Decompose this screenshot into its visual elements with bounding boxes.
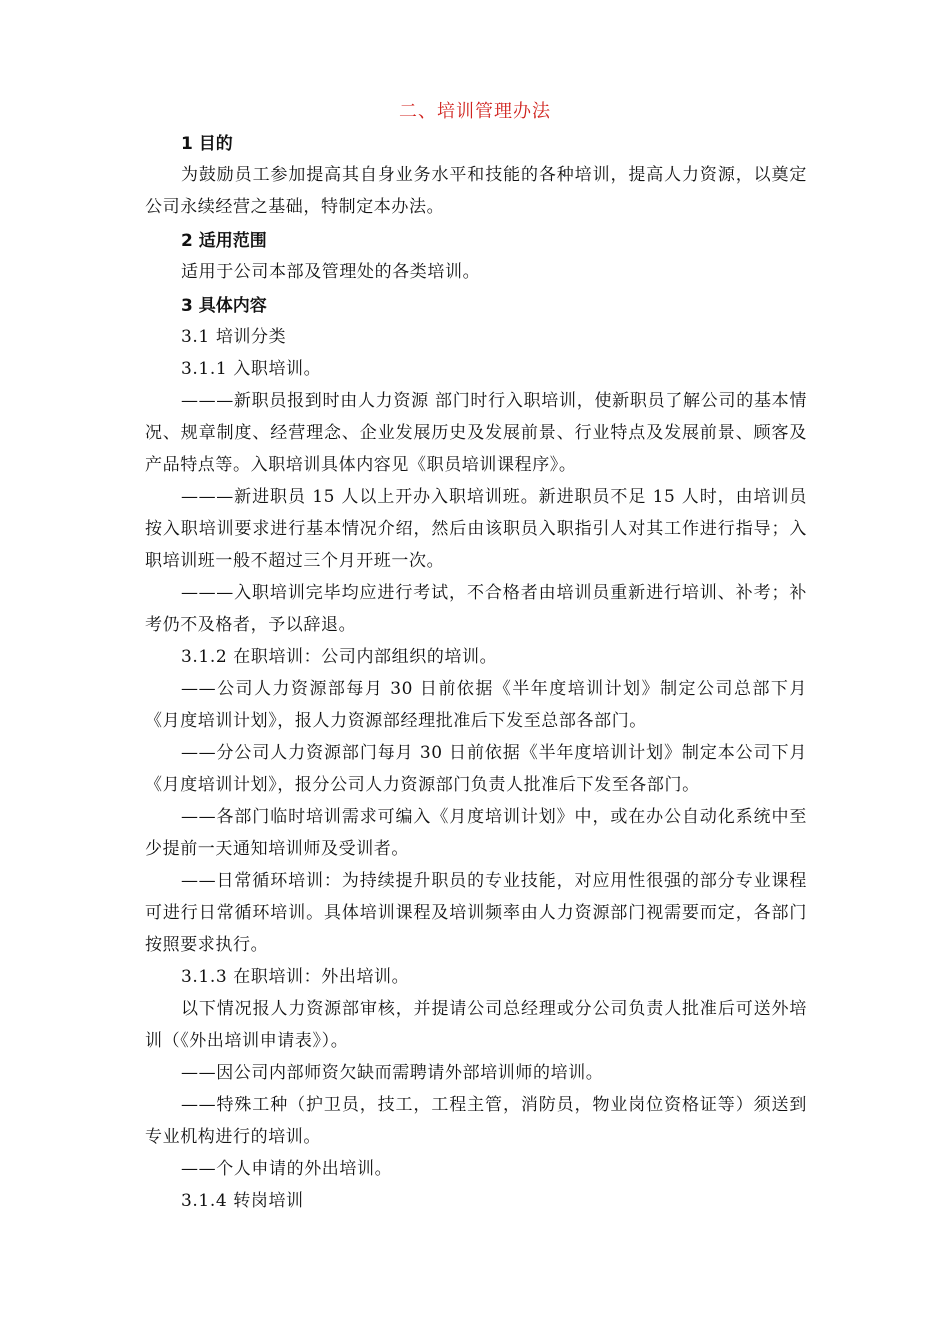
- section-heading-scope: 2 适用范围: [181, 231, 267, 251]
- paragraph-3-1-1-b: ———新进职员 15 人以上开办入职培训班。新进职员不足 15 人时，由培训员按入职培训要求进行基本情况介绍，然后由该职员入职指引人对其工作进行指导；入职培训班一般不超过三个月开班一次。: [145, 487, 807, 571]
- paragraph-scope: 适用于公司本部及管理处的各类培训。: [181, 262, 481, 282]
- paragraph-3-1-1: 3.1.1 入职培训。: [181, 359, 322, 379]
- paragraph-3-1-3-c: ——特殊工种（护卫员，技工，工程主管，消防员，物业岗位资格证等）须送到专业机构进行的培训。: [145, 1095, 807, 1147]
- document-body: [145, 129, 807, 1217]
- section-heading-content: 3 具体内容: [181, 296, 267, 316]
- document-title: 二、培训管理办法: [399, 101, 551, 122]
- paragraph-3-1-3-b: ——因公司内部师资欠缺而需聘请外部培训师的培训。: [181, 1063, 604, 1083]
- paragraph-3-1-4: 3.1.4 转岗培训: [181, 1191, 304, 1211]
- paragraph-3-1-2-b: ——分公司人力资源部门每月 30 日前依据《半年度培训计划》制定本公司下月《月度培训计划》，报分公司人力资源部门负责人批准后下发至各部门。: [145, 743, 807, 795]
- paragraph-3-1-3-a: 以下情况报人力资源部审核，并提请公司总经理或分公司负责人批准后可送外培训（《外出培训申请表》）。: [145, 999, 807, 1051]
- paragraph-3-1-2-a: ——公司人力资源部每月 30 日前依据《半年度培训计划》制定公司总部下月《月度培训计划》，报人力资源部经理批准后下发至总部各部门。: [145, 679, 807, 731]
- paragraph-purpose: 为鼓励员工参加提高其自身业务水平和技能的各种培训，提高人力资源，以奠定公司永续经营之基础，特制定本办法。: [145, 165, 807, 217]
- paragraph-3-1: 3.1 培训分类: [181, 327, 287, 347]
- paragraph-3-1-1-a: ———新职员报到时由人力资源 部门时行入职培训，使新职员了解公司的基本情况、规章制度、经营理念、企业发展历史及发展前景、行业特点及发展前景、顾客及产品特点等。入职培训具体内容见《职员培训课程序》。: [145, 391, 807, 475]
- paragraph-3-1-3-d: ——个人申请的外出培训。: [181, 1159, 393, 1179]
- paragraph-3-1-2-d: ——日常循环培训：为持续提升职员的专业技能，对应用性很强的部分专业课程可进行日常循环培训。具体培训课程及培训频率由人力资源部门视需要而定，各部门按照要求执行。: [145, 871, 807, 955]
- section-heading-purpose: 1 目的: [181, 134, 233, 154]
- paragraph-3-1-2-c: ——各部门临时培训需求可编入《月度培训计划》中，或在办公自动化系统中至少提前一天通知培训师及受训者。: [145, 807, 807, 859]
- paragraph-3-1-1-c: ———入职培训完毕均应进行考试，不合格者由培训员重新进行培训、补考；补考仍不及格者，予以辞退。: [145, 583, 807, 635]
- paragraph-3-1-3: 3.1.3 在职培训：外出培训。: [181, 967, 410, 987]
- paragraph-3-1-2: 3.1.2 在职培训：公司内部组织的培训。: [181, 647, 498, 667]
